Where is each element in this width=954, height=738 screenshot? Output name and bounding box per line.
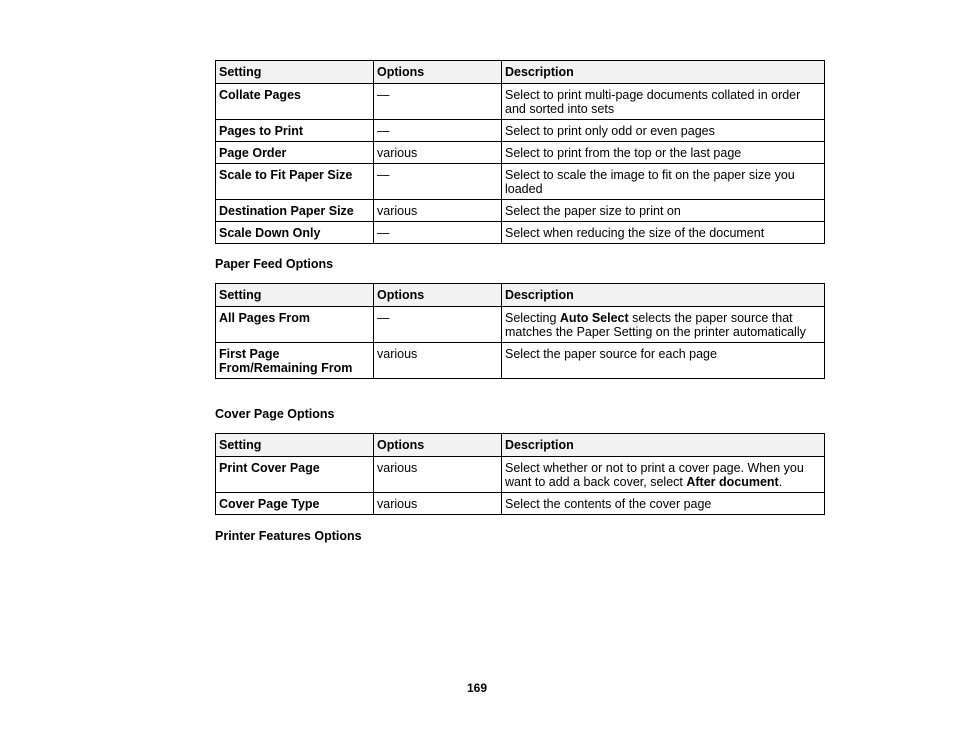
table-row bbox=[216, 222, 825, 244]
table-row bbox=[216, 120, 825, 142]
header-setting: Setting bbox=[216, 284, 374, 307]
setting-cell: Scale Down Only bbox=[216, 222, 374, 244]
description-text: Selecting bbox=[505, 311, 560, 325]
setting-cell: Scale to Fit Paper Size bbox=[216, 164, 374, 200]
header-description: Description bbox=[502, 434, 825, 457]
cover-page-table bbox=[215, 433, 825, 515]
header-options: Options bbox=[374, 434, 502, 457]
description-cell: Select to print only odd or even pages bbox=[502, 120, 825, 142]
section-heading-cover-page: Cover Page Options bbox=[215, 407, 335, 421]
paper-feed-table bbox=[215, 283, 825, 379]
setting-cell: Collate Pages bbox=[216, 84, 374, 120]
table-row bbox=[216, 493, 825, 515]
description-bold-text: After document bbox=[686, 475, 779, 489]
table-row bbox=[216, 343, 825, 379]
section-heading-printer-features: Printer Features Options bbox=[215, 529, 362, 543]
section-heading-paper-feed: Paper Feed Options bbox=[215, 257, 334, 271]
page-number: 169 bbox=[466, 681, 488, 695]
table-row bbox=[216, 200, 825, 222]
header-setting: Setting bbox=[216, 434, 374, 457]
description-text: . bbox=[778, 475, 783, 489]
options-cell: various bbox=[374, 493, 502, 515]
table-row bbox=[216, 142, 825, 164]
print-settings-table bbox=[215, 60, 825, 244]
setting-cell: Page Order bbox=[216, 142, 374, 164]
table-header-row bbox=[216, 61, 825, 84]
setting-cell: First Page From/Remaining From bbox=[216, 343, 374, 379]
options-cell: — bbox=[374, 222, 502, 244]
description-cell: Select to scale the image to fit on the paper size you loaded bbox=[502, 164, 825, 200]
options-cell: — bbox=[374, 120, 502, 142]
description-cell bbox=[502, 457, 825, 493]
description-text: selects the paper source that matches the Paper Setting on the printer automatically bbox=[505, 311, 806, 339]
setting-cell: Pages to Print bbox=[216, 120, 374, 142]
description-bold-text: Auto Select bbox=[559, 311, 629, 325]
table-header-row bbox=[216, 434, 825, 457]
options-cell: various bbox=[374, 200, 502, 222]
description-cell: Select the paper size to print on bbox=[502, 200, 825, 222]
options-cell: — bbox=[374, 164, 502, 200]
options-cell: various bbox=[374, 343, 502, 379]
setting-cell: All Pages From bbox=[216, 307, 374, 343]
options-cell: various bbox=[374, 457, 502, 493]
table-row bbox=[216, 457, 825, 493]
header-description: Description bbox=[502, 284, 825, 307]
table-header-row bbox=[216, 284, 825, 307]
options-cell: various bbox=[374, 142, 502, 164]
header-description: Description bbox=[502, 61, 825, 84]
setting-cell: Print Cover Page bbox=[216, 457, 374, 493]
header-options: Options bbox=[374, 61, 502, 84]
options-cell: — bbox=[374, 84, 502, 120]
description-cell: Select to print from the top or the last page bbox=[502, 142, 825, 164]
description-cell: Select to print multi-page documents collated in order and sorted into sets bbox=[502, 84, 825, 120]
table-row bbox=[216, 84, 825, 120]
table-row bbox=[216, 164, 825, 200]
description-cell: Select the paper source for each page bbox=[502, 343, 825, 379]
table-row bbox=[216, 307, 825, 343]
description-text: Select whether or not to print a cover page. When you want to add a back cover, select bbox=[505, 461, 804, 489]
description-cell bbox=[502, 307, 825, 343]
setting-cell: Cover Page Type bbox=[216, 493, 374, 515]
options-cell: — bbox=[374, 307, 502, 343]
setting-cell: Destination Paper Size bbox=[216, 200, 374, 222]
description-cell: Select when reducing the size of the document bbox=[502, 222, 825, 244]
header-setting: Setting bbox=[216, 61, 374, 84]
description-cell: Select the contents of the cover page bbox=[502, 493, 825, 515]
header-options: Options bbox=[374, 284, 502, 307]
